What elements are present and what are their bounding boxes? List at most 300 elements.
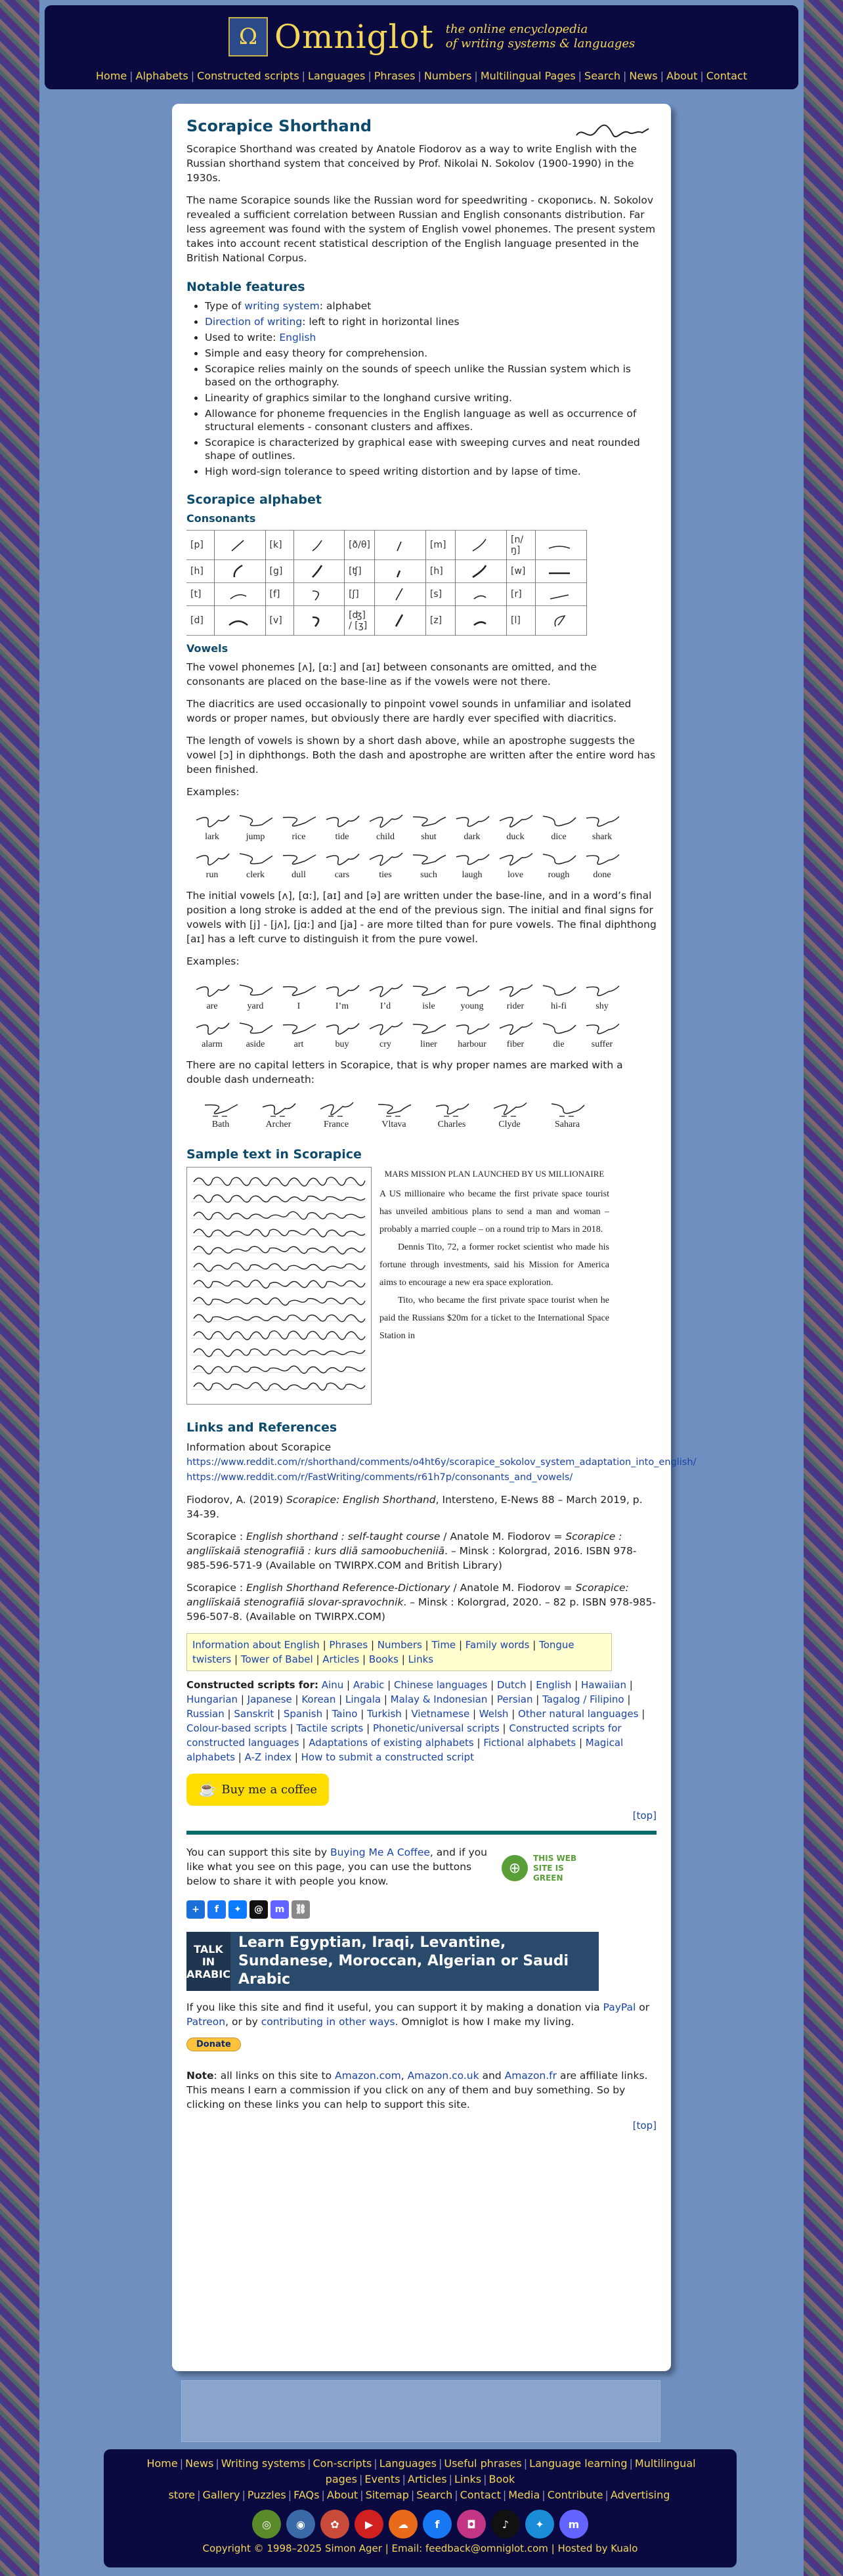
shorthand-outline [236, 807, 275, 831]
example-word-label: jump [246, 832, 265, 842]
facebook-icon[interactable]: f [423, 2510, 452, 2539]
example-word [537, 845, 580, 881]
example-word [407, 1015, 450, 1050]
donate-button[interactable]: Donate [186, 2038, 241, 2051]
separator: | [299, 1737, 309, 1749]
info-link[interactable]: Tongue twisters [192, 1639, 574, 1665]
example-word [190, 807, 234, 842]
coffee-button-label: Buy me a coffee [221, 1783, 318, 1797]
note-text: are affiliate links. This means I earn a commission if you click on any of them and buy something. So by clicking on these links you can help to support this site. [186, 2070, 648, 2110]
sign-cell [536, 606, 587, 636]
shorthand-outline [366, 976, 405, 1000]
shorthand-outline [432, 1095, 471, 1118]
footer-nav-link[interactable]: Links [454, 2473, 482, 2485]
example-word [580, 807, 624, 842]
consonants-table [186, 530, 587, 636]
reference-1 [186, 1493, 657, 1521]
constructed-script-link[interactable]: Colour-based scripts [186, 1722, 287, 1734]
ref-text: / Anatole M. Fiodorov = [450, 1582, 576, 1594]
top-link[interactable]: [top] [632, 1810, 657, 1822]
footer-nav-link[interactable]: Contact [460, 2489, 501, 2501]
language-learning-icon[interactable]: ✿ [320, 2510, 349, 2539]
contribute-link[interactable]: contributing in other ways [261, 2016, 395, 2028]
table-row [186, 583, 587, 606]
info-link[interactable]: Phrases [329, 1639, 368, 1651]
constructed-script-link[interactable]: How to submit a constructed script [301, 1751, 474, 1763]
nav-numbers[interactable]: Numbers [423, 70, 472, 82]
shorthand-outline [259, 1095, 298, 1118]
nav-separator: | [578, 70, 582, 82]
ref-text: / Anatole M. Fiodorov = [440, 1531, 566, 1542]
shorthand-outline [496, 807, 535, 831]
phoneme-cell: [r] [506, 583, 535, 606]
sign-cell [456, 583, 507, 606]
english-link[interactable]: English [279, 332, 316, 343]
example-word [277, 845, 320, 881]
separator: | [605, 2489, 609, 2501]
page-title: Scorapice Shorthand [186, 117, 372, 135]
constructed-script-link[interactable]: Phonetic/universal scripts [372, 1722, 500, 1734]
example-word-label: isle [422, 1001, 435, 1011]
separator: | [235, 1751, 245, 1763]
shorthand-outline [192, 845, 232, 869]
phoneme-cell: [d] [186, 606, 214, 636]
sign-cell [214, 531, 265, 560]
example-word-label: ties [379, 870, 392, 880]
features-list [186, 299, 657, 478]
shorthand-outline [236, 845, 275, 869]
shorthand-outline [279, 1015, 318, 1038]
constructed-script-link[interactable]: English [536, 1679, 572, 1691]
footer-nav-link[interactable]: Media [508, 2489, 540, 2501]
bluesky-icon[interactable]: ✦ [525, 2510, 554, 2539]
separator: | [438, 2457, 443, 2470]
example-word-label: such [420, 870, 437, 880]
site-footer [104, 2449, 737, 2567]
phoneme-cell: [f] [265, 583, 293, 606]
donation-text [186, 2000, 657, 2029]
shorthand-outline [374, 1095, 414, 1118]
sign-cell [214, 606, 265, 636]
constructed-script-link[interactable]: Spanish [283, 1708, 323, 1720]
nav-alphabets[interactable]: Alphabets [135, 70, 188, 82]
footer-social-icons [104, 2510, 737, 2539]
example-word-label: Vltava [381, 1120, 406, 1129]
footer-nav-link[interactable]: Events [364, 2473, 400, 2485]
examples-row-1 [190, 807, 657, 842]
examples-row-2 [190, 845, 657, 881]
info-link[interactable]: Books [368, 1653, 399, 1665]
footer-navigation [104, 2456, 737, 2503]
feature-type-suffix: : alphabet [319, 300, 372, 312]
sign-cell [536, 560, 587, 583]
example-word-label: harbour [458, 1039, 486, 1049]
feature-type [205, 299, 657, 313]
footer-nav-link[interactable]: Writing systems [221, 2457, 306, 2470]
divider [186, 1831, 657, 1835]
constructed-script-link[interactable]: Vietnamese [411, 1708, 470, 1720]
nav-separator: | [623, 70, 627, 82]
example-word [365, 1095, 423, 1130]
example-word-label: shy [595, 1001, 609, 1011]
example-word [450, 845, 494, 881]
constructed-script-link[interactable]: Tactile scripts [296, 1722, 364, 1734]
separator: | [292, 1751, 301, 1763]
soundcloud-icon[interactable]: ☁ [389, 2510, 418, 2539]
separator: | [624, 1693, 631, 1705]
example-word-label: cry [379, 1039, 391, 1049]
note-label: Note [186, 2070, 214, 2082]
writing-system-link[interactable]: writing system [244, 300, 320, 312]
ref-title: Scorapice: English Shorthand [286, 1494, 436, 1506]
phoneme-cell: [h] [186, 560, 214, 583]
phoneme-cell: [h] [425, 560, 456, 583]
direction-of-writing-link[interactable]: Direction of writing [205, 316, 303, 328]
constructed-script-link[interactable]: Lingala [345, 1693, 381, 1705]
examples-label-2: Examples: [186, 955, 240, 967]
mastodon-icon[interactable]: m [270, 1900, 289, 1919]
footer-nav-link[interactable]: Home [146, 2457, 178, 2470]
site-logo[interactable] [228, 17, 635, 56]
constructed-script-link[interactable]: Ainu [321, 1679, 344, 1691]
separator: | [448, 2473, 452, 2485]
example-word [580, 1015, 624, 1050]
omniglot-blog-icon[interactable]: ◉ [286, 2510, 315, 2539]
example-word [320, 845, 364, 881]
ad-text: Learn Egyptian, Iraqi, Levantine, Sundanese, Moroccan, Algerian or Saudi Arabic [238, 1934, 569, 1988]
separator: | [381, 1693, 391, 1705]
example-word-label: child [376, 832, 395, 842]
shorthand-outline [496, 1015, 535, 1038]
footer-nav-link[interactable]: Languages [379, 2457, 437, 2470]
capitals-paragraph: There are no capital letters in Scorapice, that is why proper names are marked with a double dash underneath: [186, 1059, 623, 1085]
footer-nav-link[interactable]: Language learning [529, 2457, 628, 2470]
amazon-com-link[interactable]: Amazon.com [335, 2070, 401, 2082]
footer-nav-link[interactable]: Useful phrases [444, 2457, 522, 2470]
separator: | [197, 2489, 201, 2501]
separator: | [224, 1708, 234, 1720]
separator: | [454, 2489, 458, 2501]
example-word-label: Archer [265, 1120, 292, 1129]
vowels-heading: Vowels [186, 642, 228, 655]
shorthand-outline [582, 807, 622, 831]
constructed-script-link[interactable]: Turkish [367, 1708, 402, 1720]
footer-nav-link[interactable]: Con-scripts [313, 2457, 372, 2470]
separator: | [410, 2489, 415, 2501]
example-word [494, 1015, 537, 1050]
footer-nav-link[interactable]: News [185, 2457, 214, 2470]
example-word-label: love [507, 870, 524, 880]
threads-icon[interactable]: @ [249, 1900, 268, 1919]
example-word [234, 1015, 277, 1050]
english-info-box [186, 1633, 612, 1671]
green-website-badge[interactable] [502, 1845, 607, 1891]
constructed-script-link[interactable]: Russian [186, 1708, 225, 1720]
top-link-bottom[interactable]: [top] [632, 2120, 657, 2131]
phoneme-cell: [n/ŋ] [506, 531, 535, 560]
separator: | [626, 1679, 633, 1691]
ref-text: Scorapice : [186, 1531, 246, 1542]
footer-nav-link[interactable]: Advertising [610, 2489, 670, 2501]
table-row [186, 531, 587, 560]
sample-paragraph: Dennis Tito, 72, a former rocket scientist who made his fortune through investments, said his Mission for America aims to encourage a new era space exploration. [379, 1242, 609, 1288]
sample-english-text [372, 1167, 609, 1405]
separator: | [526, 1679, 536, 1691]
separator: | [402, 2473, 406, 2485]
constructed-script-link[interactable]: Chinese languages [394, 1679, 488, 1691]
separator: | [292, 1693, 302, 1705]
info-link[interactable]: Time [431, 1639, 456, 1651]
example-word-label: lark [205, 832, 219, 842]
constructed-script-link[interactable]: Korean [301, 1693, 336, 1705]
separator: | [274, 1708, 284, 1720]
constructed-script-link[interactable]: Arabic [353, 1679, 385, 1691]
constructed-script-link[interactable]: Fictional alphabets [483, 1737, 576, 1749]
amazon-uk-link[interactable]: Amazon.co.uk [407, 2070, 479, 2082]
footer-nav-link[interactable]: Book store [168, 2473, 515, 2501]
shorthand-outline [236, 1015, 275, 1038]
separator: | [629, 2457, 633, 2470]
donation-text-part: or [636, 2001, 650, 2013]
constructed-script-link[interactable]: Sanskrit [234, 1708, 274, 1720]
info-link[interactable]: Family words [465, 1639, 530, 1651]
shorthand-outline [496, 976, 535, 1000]
site-header [45, 5, 798, 89]
reddit-link-1[interactable]: https://www.reddit.com/r/shorthand/comments/o4ht6y/scorapice_sokolov_system_adaptation_into_english/ [186, 1457, 697, 1468]
decorative-border-left [0, 0, 39, 2576]
patreon-link[interactable]: Patreon [186, 2016, 226, 2028]
shorthand-outline [582, 976, 622, 1000]
constructed-script-link[interactable]: Adaptations of existing alphabets [309, 1737, 474, 1749]
ref-text: . – Minsk : Kolorgrad, 2020. – 82 p. ISBN 978-985-596-507-8. (Available on TWIRPX.COM) [186, 1596, 656, 1623]
example-word-label: tide [335, 832, 349, 842]
share-plus-icon[interactable]: + [186, 1900, 205, 1919]
support-section [186, 1845, 657, 1896]
examples-row-3 [190, 976, 657, 1012]
separator: | [238, 1693, 248, 1705]
example-word [537, 807, 580, 842]
intro-paragraph-2: The name Scorapice sounds like the Russian word for speedwriting - скоропись. N. Sokolov revealed a sufficient correlation between Russian and English consonants distribution. Far less agreement was found with the system of English vowel phonemes. The present system takes into account recent statistical description of the English language presented in the British National Corpus. [186, 194, 656, 264]
shorthand-outline [490, 1095, 529, 1118]
footer-nav-link[interactable]: Articles [407, 2473, 447, 2485]
shorthand-outline [192, 807, 232, 831]
example-word-label: rough [548, 870, 570, 880]
logo-mark-icon: Ω [228, 17, 268, 56]
facebook-icon[interactable]: f [207, 1900, 226, 1919]
example-word-label: I’d [379, 1001, 391, 1011]
shorthand-outline [192, 1015, 232, 1038]
example-word [192, 1095, 249, 1130]
info-link[interactable]: Information about English [192, 1639, 320, 1651]
separator: | [384, 1679, 394, 1691]
constructed-script-link[interactable]: A-Z index [244, 1751, 292, 1763]
footer-nav-link[interactable]: Puzzles [247, 2489, 286, 2501]
info-link[interactable]: Tower of Babel [240, 1653, 313, 1665]
sample-heading: Sample text in Scorapice [186, 1147, 362, 1162]
constructed-script-link[interactable]: Malay & Indonesian [390, 1693, 488, 1705]
nav-separator: | [474, 70, 478, 82]
constructed-script-link[interactable]: Persian [496, 1693, 533, 1705]
constructed-script-link[interactable]: Dutch [496, 1679, 527, 1691]
footer-nav-link[interactable]: Sitemap [365, 2489, 409, 2501]
instagram-icon[interactable]: ◘ [457, 2510, 486, 2539]
example-word [234, 845, 277, 881]
features-heading: Notable features [186, 280, 305, 294]
nav-separator: | [129, 70, 133, 82]
feature-item: • Scorapice relies mainly on the sounds of speech unlike the Russian system which is based on the orthography. [205, 362, 657, 389]
talk-in-arabic-ad[interactable] [186, 1932, 599, 1991]
example-word-label: dull [292, 870, 306, 880]
reference-2 [186, 1529, 657, 1573]
example-word [580, 976, 624, 1012]
shorthand-outline [409, 807, 448, 831]
ref-text: , Intersteno, E-News 88 – March 2019, p. 34-39. [186, 1494, 643, 1520]
example-word-label: dark [464, 832, 481, 842]
example-word [249, 1095, 307, 1130]
constructed-script-link[interactable]: Welsh [479, 1708, 509, 1720]
amazon-fr-link[interactable]: Amazon.fr [504, 2070, 557, 2082]
sign-cell [214, 560, 265, 583]
example-word [481, 1095, 538, 1130]
footer-nav-link[interactable]: FAQs [293, 2489, 320, 2501]
feature-direction-suffix: : left to right in horizontal lines [302, 316, 460, 328]
example-word [277, 807, 320, 842]
info-link[interactable]: Links [408, 1653, 434, 1665]
separator: | [313, 1653, 323, 1665]
example-word-label: die [553, 1039, 565, 1049]
constructed-script-link[interactable]: Hungarian [186, 1693, 238, 1705]
shorthand-outline [279, 845, 318, 869]
shorthand-outline [322, 976, 362, 1000]
nav-search[interactable]: Search [584, 70, 621, 82]
sign-cell [293, 606, 345, 636]
buy-me-a-coffee-link[interactable]: Buying Me A Coffee [330, 1846, 430, 1858]
sign-cell [375, 531, 426, 560]
example-word [407, 976, 450, 1012]
example-word [537, 1015, 580, 1050]
shorthand-outline [548, 1095, 587, 1118]
sample-paragraph: Tito, who became the first private space tourist when he paid the Russians $20m for a ticket to the International Space Station in [379, 1296, 609, 1341]
constructed-script-link[interactable]: Taino [332, 1708, 358, 1720]
buy-me-a-coffee-button[interactable] [186, 1774, 329, 1806]
donation-text-part: , or by [225, 2016, 261, 2028]
nav-contact[interactable]: Contact [706, 70, 747, 82]
phoneme-cell: [z] [425, 606, 456, 636]
example-word-label: hi-fi [550, 1001, 567, 1011]
nav-about[interactable]: About [666, 70, 698, 82]
shorthand-outline [452, 845, 492, 869]
main-content [172, 104, 697, 2371]
example-word [494, 807, 537, 842]
feature-type-prefix: Type of [205, 300, 245, 312]
shorthand-outline [366, 807, 405, 831]
note-text: : all links on this site to [213, 2070, 335, 2082]
sign-cell [375, 606, 426, 636]
sign-cell [293, 531, 345, 560]
footer-nav-link[interactable]: Multilingual pages [325, 2457, 696, 2485]
constructed-script-link[interactable]: Japanese [247, 1693, 292, 1705]
feature-item: • High word-sign tolerance to speed writing distortion and by lapse of time. [205, 465, 657, 478]
nav-multilingual-pages[interactable]: Multilingual Pages [480, 70, 576, 82]
example-word [320, 976, 364, 1012]
broken-image-placeholder [181, 2380, 660, 2442]
separator: | [523, 2457, 528, 2470]
phoneme-cell: [m] [425, 531, 456, 560]
copy-link-icon[interactable]: ⛓ [292, 1900, 310, 1919]
separator: | [286, 1722, 297, 1734]
footer-nav-link[interactable]: Gallery [202, 2489, 240, 2501]
example-word [190, 976, 234, 1012]
separator: | [542, 2489, 546, 2501]
constructed-script-link[interactable]: Other natural languages [518, 1708, 639, 1720]
example-word [450, 976, 494, 1012]
shorthand-outline [201, 1095, 240, 1118]
examples-row-4 [190, 1015, 657, 1050]
shorthand-outline [409, 845, 448, 869]
phoneme-cell: [ʧ] [345, 560, 375, 583]
share-buttons [186, 1900, 657, 1919]
sign-cell [536, 583, 587, 606]
nav-news[interactable]: News [629, 70, 658, 82]
separator: | [638, 1708, 645, 1720]
example-word-label: art [293, 1039, 304, 1049]
omniglot-badge-icon[interactable]: ◎ [252, 2510, 281, 2539]
example-word-label: suffer [591, 1039, 613, 1049]
constructed-script-link[interactable]: Hawaiian [581, 1679, 626, 1691]
nav-home[interactable]: Home [96, 70, 127, 82]
paypal-link[interactable]: PayPal [603, 2001, 636, 2013]
decorative-border-right [804, 0, 843, 2576]
mastodon-icon[interactable]: m [559, 2510, 588, 2539]
nav-constructed-scripts[interactable]: Constructed scripts [197, 70, 299, 82]
constructed-script-link[interactable]: Tagalog / Filipino [542, 1693, 624, 1705]
initial-vowels-paragraph: The initial vowels [ʌ], [ɑ:], [aɪ] and [ə] are written under the base-line, and in a word’s final position a long stroke is added at the end of the previous sign. The initial and final signs for vowels with [j] - [jʌ], [jɑ:] and [ja] - are more tilted than for pure vowels. The final diphthong [aɪ] has a left curve to distinguish it from the pure vowel. [186, 890, 657, 945]
note-text: , [400, 2070, 408, 2082]
separator: | [473, 1737, 484, 1749]
footer-nav-link[interactable]: About [326, 2489, 358, 2501]
example-word-label: I’m [335, 1001, 349, 1011]
green-badge-text: THIS WEB SITE IS GREEN [533, 1853, 577, 1883]
shorthand-outline [452, 976, 492, 1000]
bluesky-icon[interactable]: ✦ [228, 1900, 247, 1919]
example-word-label: buy [335, 1039, 349, 1049]
constructed-script-link[interactable]: Constructed scripts for constructed languages [186, 1722, 622, 1749]
nav-phrases[interactable]: Phrases [374, 70, 416, 82]
footer-nav-link[interactable]: Contribute [547, 2489, 603, 2501]
info-link[interactable]: Articles [322, 1653, 360, 1665]
separator: | [215, 2457, 219, 2470]
feature-item: • Linearity of graphics similar to the longhand cursive writing. [205, 391, 657, 404]
example-word [234, 807, 277, 842]
constructed-script-link[interactable]: Magical alphabets [186, 1737, 624, 1763]
affiliate-note [186, 2068, 657, 2112]
example-word-label: Sahara [554, 1120, 580, 1129]
nav-languages[interactable]: Languages [308, 70, 366, 82]
shorthand-outline [452, 807, 492, 831]
vowels-paragraph-1: The vowel phonemes [ʌ], [ɑ:] and [aɪ] between consonants are omitted, and the consonants are placed on the base-line as if the vowels were not there. [186, 661, 597, 688]
feature-direction [205, 315, 657, 328]
reddit-link-2[interactable]: https://www.reddit.com/r/FastWriting/comments/r61h7p/consonants_and_vowels/ [186, 1472, 573, 1483]
coffee-cup-icon: ☕ [198, 1781, 217, 1798]
shorthand-outline [539, 845, 578, 869]
shorthand-outline [192, 976, 232, 1000]
phoneme-cell: [t] [186, 583, 214, 606]
tiktok-icon[interactable]: ♪ [491, 2510, 520, 2539]
youtube-icon[interactable]: ▶ [355, 2510, 383, 2539]
info-link[interactable]: Numbers [377, 1639, 422, 1651]
separator: | [368, 1639, 378, 1651]
footer-nav-link[interactable]: Search [416, 2489, 453, 2501]
